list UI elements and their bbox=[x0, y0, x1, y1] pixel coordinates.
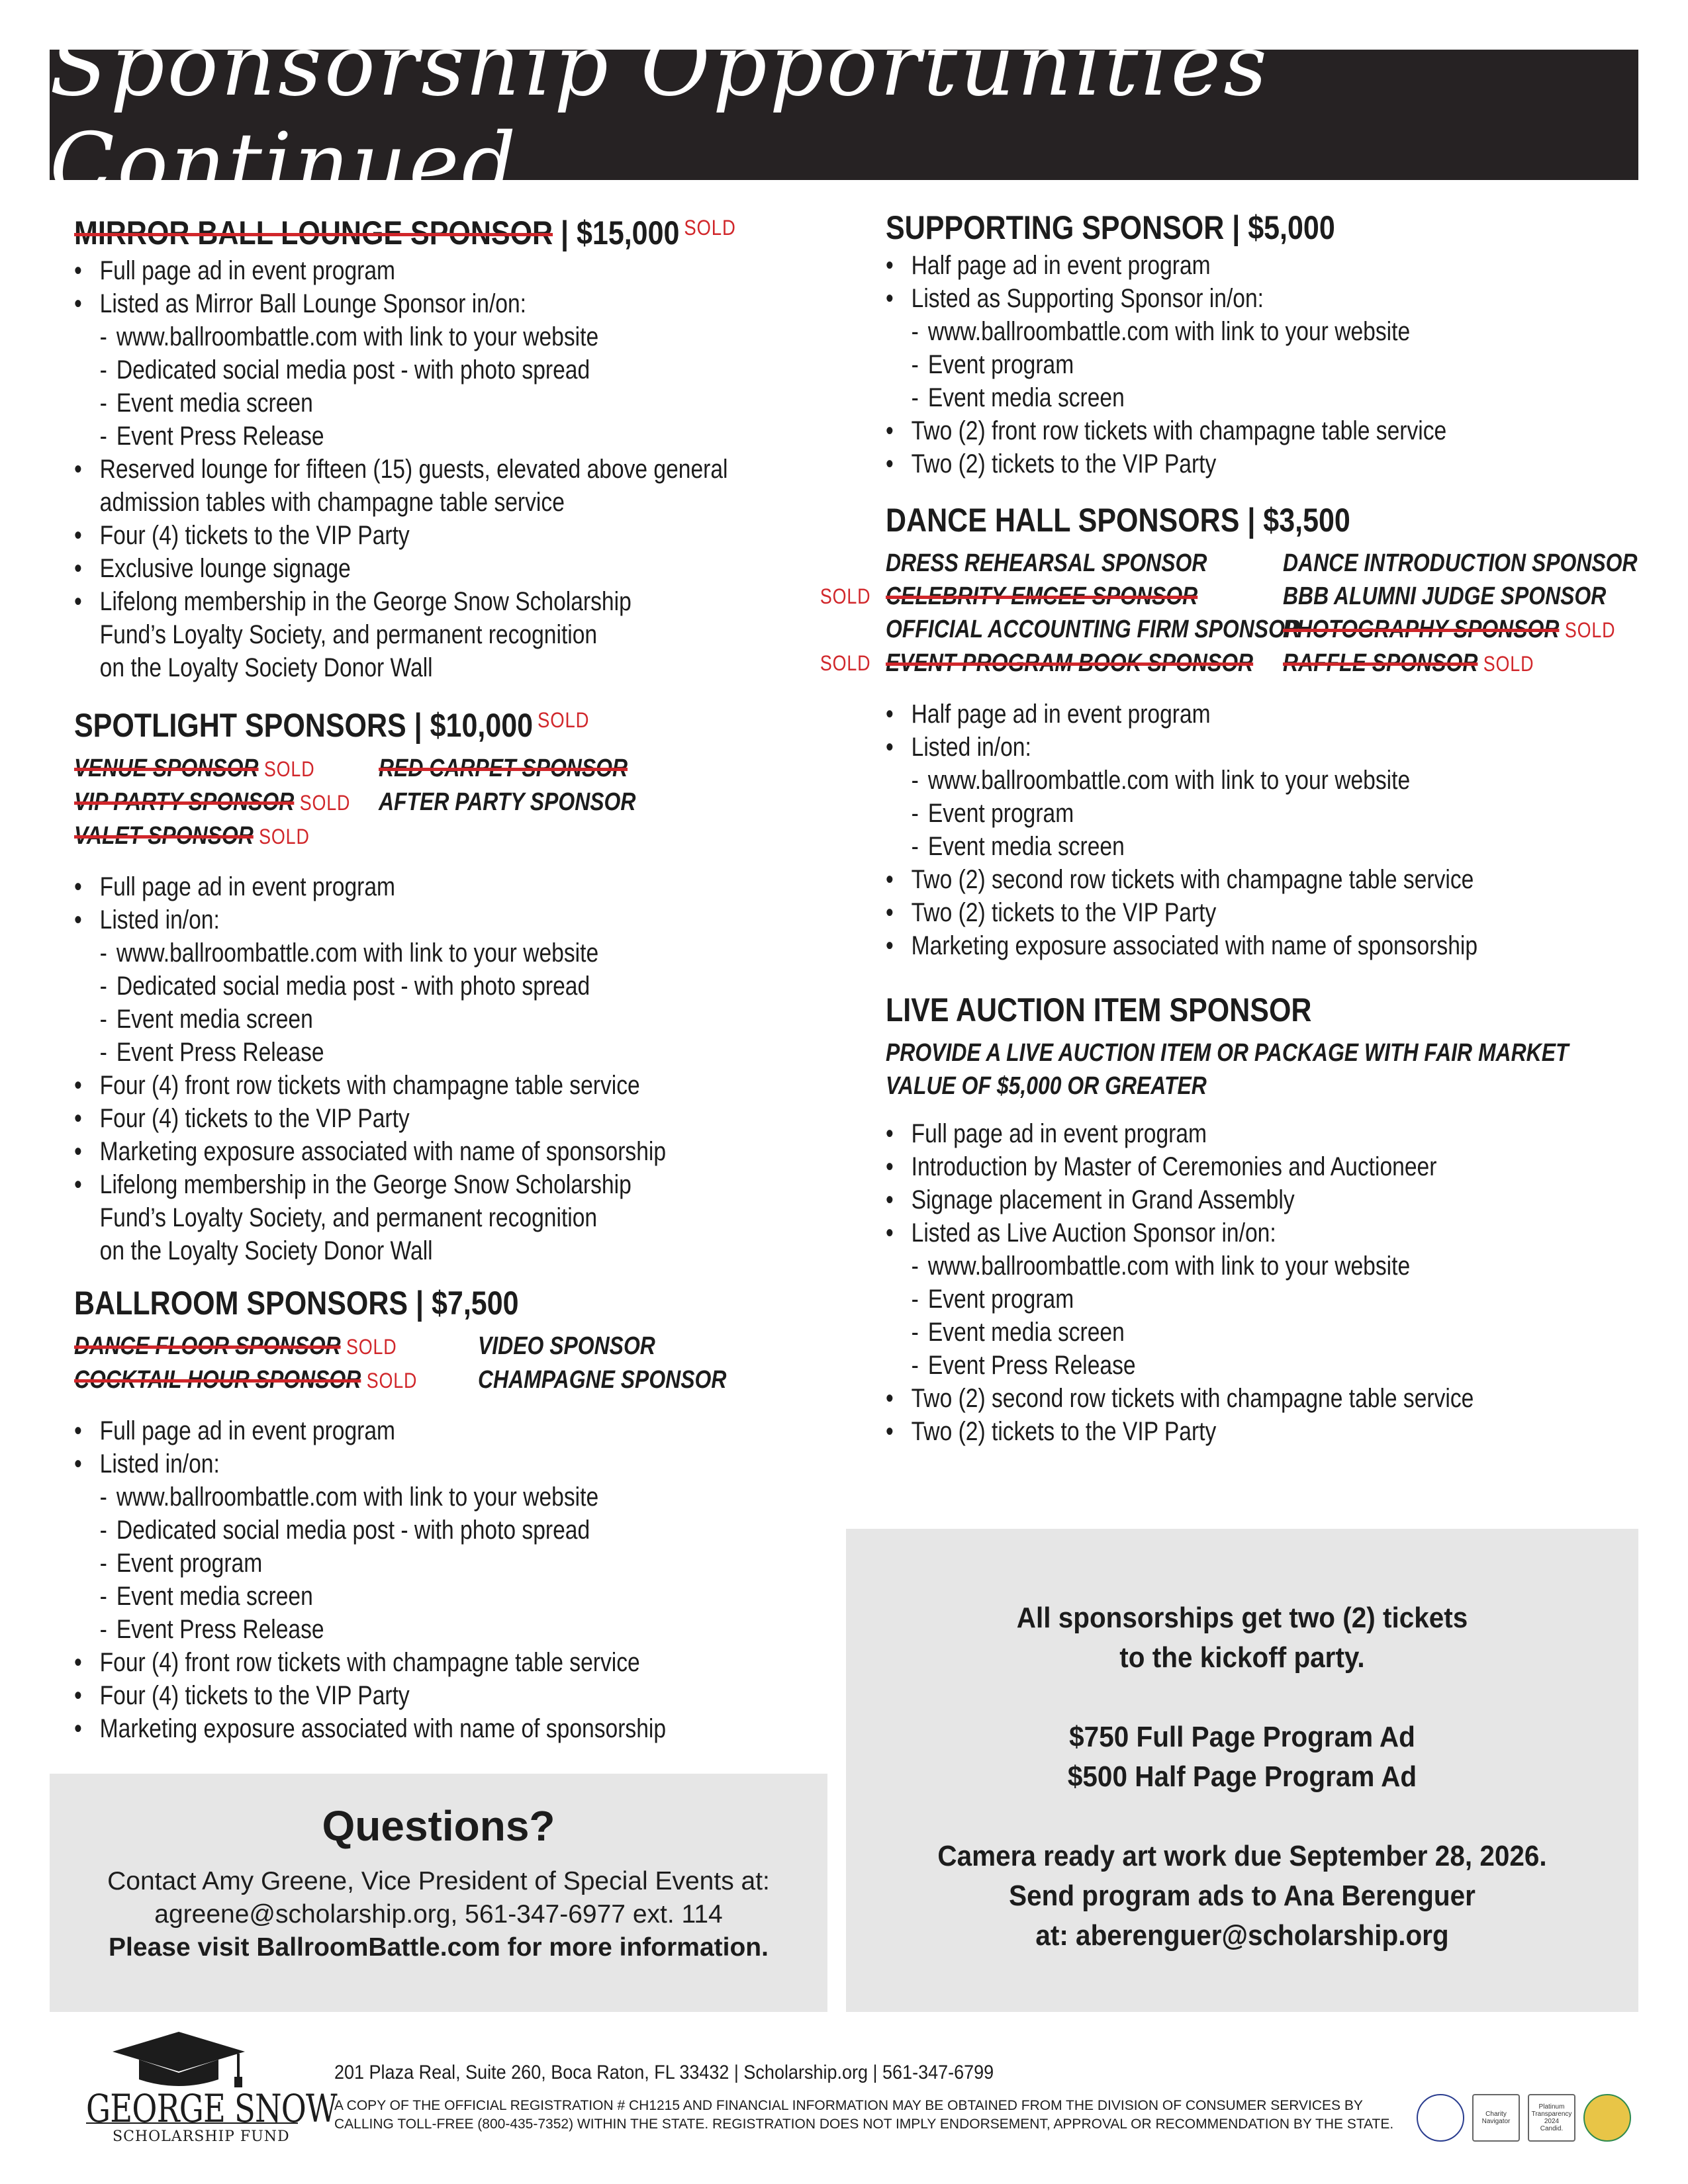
sold-badge: SOLD bbox=[1483, 652, 1534, 676]
sponsor-video-label: VIDEO SPONSOR bbox=[478, 1332, 655, 1360]
footer-legal bbox=[334, 2097, 1460, 2134]
list-item: • Listed in/on: bbox=[74, 903, 719, 936]
list-item: - www.ballroombattle.com with link to your website bbox=[74, 1480, 719, 1514]
sponsor-bbb-alumni-label: BBB ALUMNI JUDGE SPONSOR bbox=[1283, 582, 1607, 610]
list-item-continued: on the Loyalty Society Donor Wall bbox=[99, 653, 433, 682]
list-item: - Event Press Release bbox=[74, 1613, 719, 1646]
list-item: • Four (4) tickets to the VIP Party bbox=[74, 519, 719, 552]
spotlight-title bbox=[74, 699, 735, 747]
list-item: - Event media screen bbox=[74, 1003, 719, 1036]
list-item: • Two (2) tickets to the VIP Party bbox=[886, 896, 1514, 929]
sold-badge: SOLD bbox=[537, 708, 590, 732]
sponsor-event-program-book bbox=[820, 647, 1254, 680]
sold-badge: SOLD bbox=[346, 1335, 397, 1359]
candid-label: Candid. bbox=[1540, 2125, 1564, 2132]
accreditation-badges bbox=[1417, 2081, 1635, 2154]
list-item: • Listed as Live Auction Sponsor in/on: bbox=[886, 1216, 1514, 1250]
list-item: - Dedicated social media post - with photo spread bbox=[74, 970, 719, 1003]
legal-line: A COPY OF THE OFFICIAL REGISTRATION # CH1215 AND FINANCIAL INFORMATION MAY BE OBTAINED FROM THE DIVISION OF CONSUMER SERVICES BY bbox=[334, 2098, 1363, 2113]
list-item: • Full page ad in event program bbox=[74, 254, 719, 287]
spotlight-list bbox=[74, 870, 842, 1267]
sponsor-champagne-label: CHAMPAGNE SPONSOR bbox=[478, 1366, 727, 1394]
list-item: • Listed in/on: bbox=[74, 1447, 719, 1480]
sponsor-photography-label: PHOTOGRAPHY SPONSOR bbox=[1283, 615, 1560, 643]
list-item: • Four (4) front row tickets with champagne table service bbox=[74, 1069, 719, 1102]
sponsor-venue bbox=[74, 752, 319, 786]
supporting-title: SUPPORTING SPONSOR | $5,000 bbox=[886, 209, 1335, 246]
info-line: Camera ready art work due September 28, 2026. bbox=[937, 1840, 1547, 1872]
sponsor-dress-rehearsal-label: DRESS REHEARSAL SPONSOR bbox=[886, 549, 1207, 577]
supporting-list bbox=[886, 249, 1634, 480]
sponsor-raffle bbox=[1283, 647, 1572, 680]
questions-title: Questions? bbox=[322, 1802, 555, 1850]
list-item: • Reserved lounge for fifteen (15) guests, elevated above general bbox=[74, 453, 719, 486]
list-item: - Event media screen bbox=[74, 387, 719, 420]
logo-subtitle: SCHOLARSHIP FUND bbox=[113, 2128, 290, 2145]
list-item-continued: Fund’s Loyalty Society, and permanent recognition bbox=[99, 620, 598, 649]
list-item: • Full page ad in event program bbox=[886, 1117, 1514, 1150]
sponsor-dance-intro-label: DANCE INTRODUCTION SPONSOR bbox=[1283, 549, 1638, 577]
spotlight-title-text: SPOTLIGHT SPONSORS | $10,000 bbox=[74, 707, 534, 744]
list-item: • Two (2) second row tickets with champagne table service bbox=[886, 1382, 1514, 1415]
sponsor-accounting bbox=[886, 613, 1300, 647]
list-item: • Two (2) front row tickets with champagne table service bbox=[886, 414, 1514, 447]
list-item: • Four (4) tickets to the VIP Party bbox=[74, 1102, 719, 1135]
sponsor-valet bbox=[74, 819, 319, 853]
george-snow-logo bbox=[79, 2025, 337, 2151]
sponsor-after-party bbox=[379, 786, 636, 819]
charity-navigator-badge: Charity Navigator bbox=[1472, 2094, 1520, 2142]
sold-badge: SOLD bbox=[263, 757, 315, 781]
sponsor-celebrity-emcee bbox=[820, 580, 1208, 613]
mirror-ball-price: | $15,000 bbox=[553, 214, 680, 251]
sponsor-cocktail bbox=[74, 1363, 418, 1397]
list-item: - Event media screen bbox=[886, 830, 1514, 863]
sponsor-dance-intro bbox=[1283, 547, 1638, 580]
sponsor-dance-floor-label: DANCE FLOOR SPONSOR bbox=[74, 1332, 341, 1360]
dance-hall-sponsor-grid bbox=[820, 547, 1638, 680]
list-item: - Event media screen bbox=[886, 1316, 1514, 1349]
list-item: - Event media screen bbox=[886, 381, 1514, 414]
list-item-continued bbox=[74, 486, 719, 519]
live-auction-note-2: VALUE OF $5,000 OR GREATER bbox=[886, 1072, 1207, 1100]
info-line: to the kickoff party. bbox=[1119, 1641, 1365, 1674]
mirror-ball-name: MIRROR BALL LOUNGE SPONSOR bbox=[74, 214, 553, 251]
list-item: • Marketing exposure associated with name of sponsorship bbox=[74, 1712, 719, 1745]
right-column bbox=[820, 206, 1638, 1448]
sponsor-valet-label: VALET SPONSOR bbox=[74, 822, 254, 850]
sponsor-red-carpet bbox=[379, 752, 628, 786]
list-item: • Marketing exposure associated with name of sponsorship bbox=[74, 1135, 719, 1168]
sponsor-event-program-book-label: EVENT PROGRAM BOOK SPONSOR bbox=[886, 649, 1254, 677]
info-line: Send program ads to Ana Berenguer bbox=[1009, 1880, 1476, 1912]
list-item: • Two (2) tickets to the VIP Party bbox=[886, 1415, 1514, 1448]
sponsor-red-carpet-label: RED CARPET SPONSOR bbox=[379, 754, 628, 782]
sponsor-cocktail-label: COCKTAIL HOUR SPONSOR bbox=[74, 1366, 361, 1394]
sold-badge: SOLD bbox=[820, 651, 871, 675]
list-item: - Event media screen bbox=[74, 1580, 719, 1613]
mirror-ball-list bbox=[74, 254, 842, 684]
questions-contact: Contact Amy Greene, Vice President of Special Events at: bbox=[107, 1867, 770, 1895]
info-line: $750 Full Page Program Ad bbox=[1069, 1721, 1415, 1753]
list-item: - Event Press Release bbox=[74, 1036, 719, 1069]
list-item: - Event Press Release bbox=[74, 420, 719, 453]
list-item: - Event program bbox=[74, 1547, 719, 1580]
list-item: • Listed as Supporting Sponsor in/on: bbox=[886, 282, 1514, 315]
award-seal-icon bbox=[1583, 2094, 1631, 2142]
seal-icon bbox=[1417, 2094, 1464, 2142]
ballroom-title: BALLROOM SPONSORS | $7,500 bbox=[74, 1285, 519, 1322]
list-item: - www.ballroombattle.com with link to your website bbox=[886, 764, 1514, 797]
info-line: at: aberenguer@scholarship.org bbox=[1035, 1919, 1449, 1952]
sponsor-photography bbox=[1283, 613, 1616, 647]
dance-hall-title: DANCE HALL SPONSORS | $3,500 bbox=[886, 502, 1350, 539]
live-auction-list bbox=[886, 1117, 1634, 1448]
list-item-continued-text: admission tables with champagne table service bbox=[99, 488, 565, 517]
list-item: • Signage placement in Grand Assembly bbox=[886, 1183, 1514, 1216]
list-item: - Dedicated social media post - with photo spread bbox=[74, 1514, 719, 1547]
list-item: • Listed in/on: bbox=[886, 731, 1514, 764]
list-item-continued: on the Loyalty Society Donor Wall bbox=[99, 1236, 433, 1265]
list-item: - www.ballroombattle.com with link to your website bbox=[74, 936, 719, 970]
sponsor-after-party-label: AFTER PARTY SPONSOR bbox=[379, 788, 636, 816]
list-item: - Event program bbox=[886, 1283, 1514, 1316]
list-item: • Four (4) tickets to the VIP Party bbox=[74, 1679, 719, 1712]
spotlight-sponsor-grid bbox=[74, 752, 842, 853]
sponsor-bbb-alumni bbox=[1283, 580, 1607, 613]
sponsor-raffle-label: RAFFLE SPONSOR bbox=[1283, 649, 1478, 677]
list-item: - Dedicated social media post - with photo spread bbox=[74, 353, 719, 387]
sponsor-dance-floor bbox=[74, 1330, 402, 1363]
sold-badge: SOLD bbox=[684, 216, 736, 240]
list-item: • Four (4) front row tickets with champagne table service bbox=[74, 1646, 719, 1679]
logo-name: GEORGE SNOW bbox=[86, 2086, 337, 2131]
questions-email[interactable]: agreene@scholarship.org, 561-347-6977 ext. 114 bbox=[154, 1900, 723, 1929]
ballroom-sponsor-grid bbox=[74, 1330, 842, 1397]
ad-info-box bbox=[846, 1529, 1638, 2012]
left-column bbox=[74, 206, 842, 1745]
questions-box bbox=[50, 1774, 827, 2012]
sold-badge: SOLD bbox=[259, 825, 310, 848]
sold-badge: SOLD bbox=[366, 1369, 418, 1392]
sponsor-video bbox=[478, 1330, 723, 1363]
sold-badge: SOLD bbox=[820, 584, 871, 608]
sponsor-dress-rehearsal bbox=[886, 547, 1208, 580]
sponsor-venue-label: VENUE SPONSOR bbox=[74, 754, 259, 782]
list-item: • Exclusive lounge signage bbox=[74, 552, 719, 585]
sponsor-accounting-label: OFFICIAL ACCOUNTING FIRM SPONSOR bbox=[886, 615, 1300, 643]
platinum-label: Platinum Transparency 2024 bbox=[1531, 2103, 1572, 2125]
list-item: • Lifelong membership in the George Snow Scholarship bbox=[74, 585, 719, 618]
list-item: • Two (2) second row tickets with champagne table service bbox=[886, 863, 1514, 896]
list-item: - Event program bbox=[886, 348, 1514, 381]
list-item-continued: Fund’s Loyalty Society, and permanent recognition bbox=[99, 1203, 598, 1232]
list-item: • Marketing exposure associated with name of sponsorship bbox=[886, 929, 1514, 962]
page-title: Sponsorship Opportunities Continued bbox=[50, 16, 1270, 214]
mirror-ball-title bbox=[74, 206, 735, 254]
list-item: • Half page ad in event program bbox=[886, 249, 1514, 282]
sponsor-celebrity-emcee-label: CELEBRITY EMCEE SPONSOR bbox=[886, 582, 1198, 610]
sold-badge: SOLD bbox=[299, 791, 351, 815]
sponsor-vip-party bbox=[74, 786, 351, 819]
list-item: • Lifelong membership in the George Snow Scholarship bbox=[74, 1168, 719, 1201]
dance-hall-list bbox=[886, 698, 1634, 962]
info-line: All sponsorships get two (2) tickets bbox=[1016, 1602, 1468, 1634]
questions-website[interactable]: Please visit BallroomBattle.com for more information. bbox=[109, 1933, 769, 1962]
list-item: • Two (2) tickets to the VIP Party bbox=[886, 447, 1514, 480]
sponsor-vip-party-label: VIP PARTY SPONSOR bbox=[74, 788, 295, 816]
sponsor-champagne bbox=[478, 1363, 727, 1397]
list-item: • Full page ad in event program bbox=[74, 1414, 719, 1447]
live-auction-note-1: PROVIDE A LIVE AUCTION ITEM OR PACKAGE WITH FAIR MARKET bbox=[886, 1039, 1569, 1067]
candid-platinum-badge bbox=[1528, 2094, 1575, 2142]
legal-line: CALLING TOLL-FREE (800-435-7352) WITHIN THE STATE. REGISTRATION DOES NOT IMPLY ENDORSEMENT, APPROVAL OR RECOMMENDATION BY THE STATE. bbox=[334, 2116, 1394, 2132]
live-auction-title: LIVE AUCTION ITEM SPONSOR bbox=[886, 991, 1312, 1028]
footer-address: 201 Plaza Real, Suite 260, Boca Raton, FL 33432 | Scholarship.org | 561-347-6799 bbox=[334, 2062, 994, 2083]
list-item: - Event Press Release bbox=[886, 1349, 1514, 1382]
list-item: • Listed as Mirror Ball Lounge Sponsor in/on: bbox=[74, 287, 719, 320]
list-item: • Half page ad in event program bbox=[886, 698, 1514, 731]
list-item: - www.ballroombattle.com with link to your website bbox=[886, 1250, 1514, 1283]
list-item: - Event program bbox=[886, 797, 1514, 830]
list-item: - www.ballroombattle.com with link to your website bbox=[886, 315, 1514, 348]
header-bar bbox=[50, 16, 1638, 214]
info-line: $500 Half Page Program Ad bbox=[1067, 1760, 1417, 1793]
sold-badge: SOLD bbox=[1564, 618, 1616, 642]
ballroom-list bbox=[74, 1414, 842, 1745]
list-item: • Introduction by Master of Ceremonies and Auctioneer bbox=[886, 1150, 1514, 1183]
list-item: • Full page ad in event program bbox=[74, 870, 719, 903]
list-item: - www.ballroombattle.com with link to your website bbox=[74, 320, 719, 353]
